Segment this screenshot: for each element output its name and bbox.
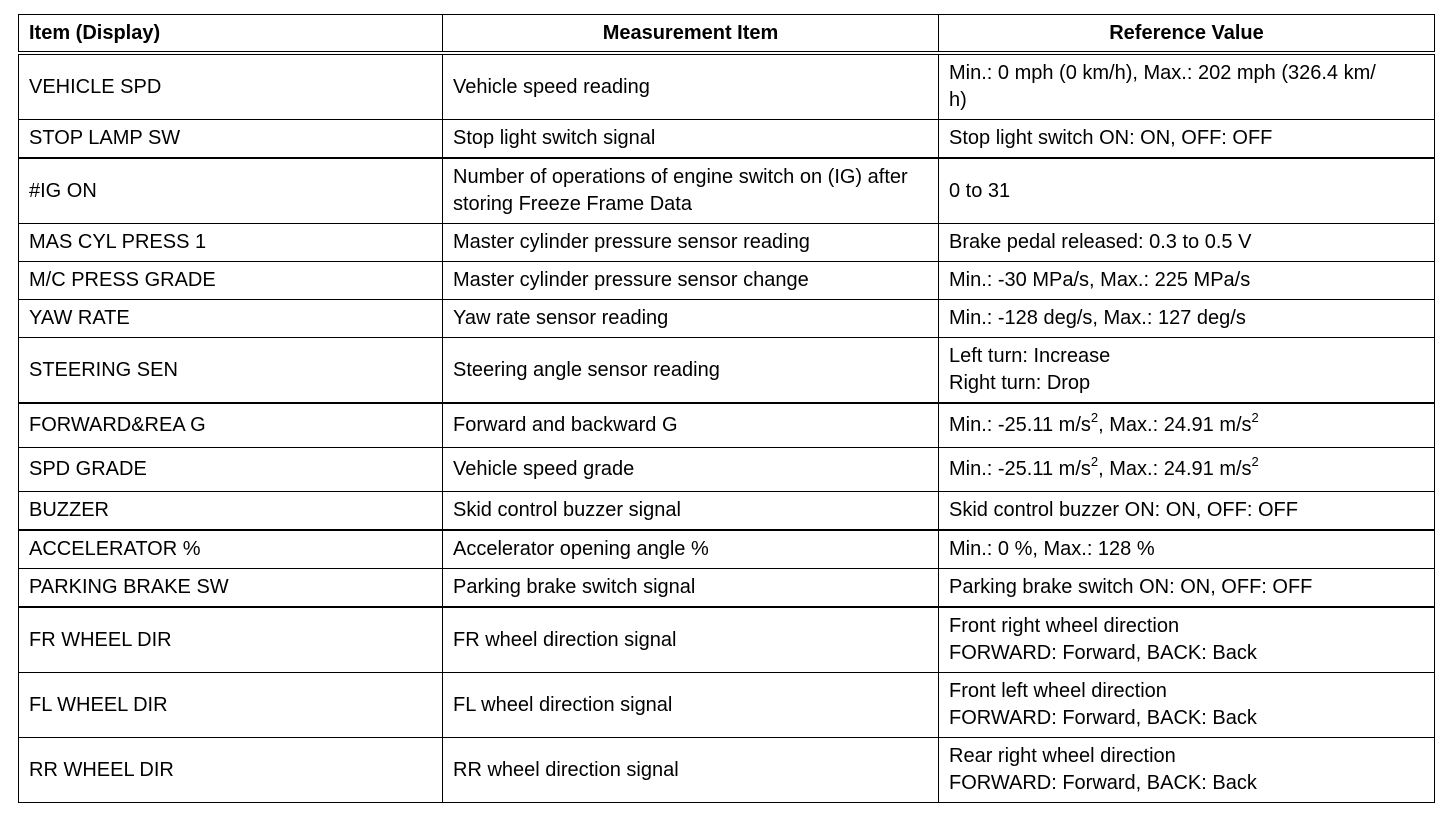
reference-cell	[939, 607, 1435, 673]
item-cell: STEERING SEN	[19, 338, 443, 404]
table-row	[19, 530, 1435, 569]
reference-cell	[939, 530, 1435, 569]
superscript: 2	[1090, 454, 1099, 469]
item-cell: SPD GRADE	[19, 448, 443, 492]
item-cell: FR WHEEL DIR	[19, 607, 443, 673]
column-header-item: Item (Display)	[19, 15, 443, 54]
measurement-cell: RR wheel direction signal	[443, 738, 939, 803]
table-row	[19, 224, 1435, 262]
reference-line: Skid control buzzer ON: ON, OFF: OFF	[949, 499, 1298, 521]
reference-line: Min.: 0 mph (0 km/h), Max.: 202 mph (326.4 km/	[949, 62, 1376, 84]
reference-cell	[939, 569, 1435, 608]
item-cell: M/C PRESS GRADE	[19, 262, 443, 300]
reference-text: , Max.: 24.91 m/s	[1098, 458, 1252, 480]
table-row	[19, 158, 1435, 224]
measurement-cell: FR wheel direction signal	[443, 607, 939, 673]
measurement-cell: Master cylinder pressure sensor reading	[443, 224, 939, 262]
table-row	[19, 673, 1435, 738]
measurement-cell: Forward and backward G	[443, 403, 939, 448]
reference-line: Left turn: Increase	[949, 345, 1111, 367]
column-header-reference: Reference Value	[939, 15, 1435, 54]
item-cell: ACCELERATOR %	[19, 530, 443, 569]
reference-line: Min.: -128 deg/s, Max.: 127 deg/s	[949, 307, 1246, 329]
item-cell: MAS CYL PRESS 1	[19, 224, 443, 262]
table-row	[19, 53, 1435, 120]
reference-line: h)	[949, 89, 967, 111]
reference-line: FORWARD: Forward, BACK: Back	[949, 642, 1257, 664]
table-row	[19, 569, 1435, 608]
reference-line: Parking brake switch ON: ON, OFF: OFF	[949, 576, 1313, 598]
reference-text: Min.: -25.11 m/s	[949, 458, 1091, 480]
reference-line: Front right wheel direction	[949, 615, 1180, 637]
measurement-cell: Number of operations of engine switch on (IG) after storing Freeze Frame Data	[443, 158, 939, 224]
reference-cell	[939, 53, 1435, 120]
measurement-cell: Vehicle speed grade	[443, 448, 939, 492]
column-header-measurement: Measurement Item	[443, 15, 939, 54]
item-cell: BUZZER	[19, 492, 443, 531]
item-cell: STOP LAMP SW	[19, 120, 443, 159]
reference-cell	[939, 224, 1435, 262]
reference-text: , Max.: 24.91 m/s	[1098, 414, 1252, 436]
table-row	[19, 738, 1435, 803]
reference-line: Stop light switch ON: ON, OFF: OFF	[949, 127, 1273, 149]
item-cell: FL WHEEL DIR	[19, 673, 443, 738]
table-row	[19, 338, 1435, 404]
measurement-cell: Vehicle speed reading	[443, 53, 939, 120]
reference-cell	[939, 338, 1435, 404]
reference-cell	[939, 262, 1435, 300]
reference-line: Right turn: Drop	[949, 372, 1091, 394]
reference-cell	[939, 448, 1435, 492]
reference-line: Rear right wheel direction	[949, 745, 1176, 767]
table-row	[19, 448, 1435, 492]
measurement-cell: Parking brake switch signal	[443, 569, 939, 608]
table-row	[19, 492, 1435, 531]
reference-line: FORWARD: Forward, BACK: Back	[949, 772, 1257, 794]
item-cell: VEHICLE SPD	[19, 53, 443, 120]
item-cell: PARKING BRAKE SW	[19, 569, 443, 608]
item-cell: YAW RATE	[19, 300, 443, 338]
table-row	[19, 300, 1435, 338]
reference-line: Min.: -30 MPa/s, Max.: 225 MPa/s	[949, 269, 1251, 291]
superscript: 2	[1251, 454, 1259, 469]
table-row	[19, 262, 1435, 300]
table-row	[19, 607, 1435, 673]
reference-cell	[939, 738, 1435, 803]
table-row	[19, 403, 1435, 448]
reference-cell	[939, 158, 1435, 224]
measurement-cell: FL wheel direction signal	[443, 673, 939, 738]
reference-line: FORWARD: Forward, BACK: Back	[949, 707, 1257, 729]
measurement-cell: Steering angle sensor reading	[443, 338, 939, 404]
measurement-cell: Accelerator opening angle %	[443, 530, 939, 569]
measurement-cell: Yaw rate sensor reading	[443, 300, 939, 338]
data-list-table	[18, 14, 1435, 803]
table-row	[19, 120, 1435, 159]
item-cell: #IG ON	[19, 158, 443, 224]
reference-cell	[939, 120, 1435, 159]
table-header-row	[19, 15, 1435, 54]
item-cell: FORWARD&REA G	[19, 403, 443, 448]
reference-line: 0 to 31	[949, 179, 1011, 202]
measurement-cell: Master cylinder pressure sensor change	[443, 262, 939, 300]
reference-line: Brake pedal released: 0.3 to 0.5 V	[949, 231, 1252, 253]
reference-cell	[939, 300, 1435, 338]
reference-cell	[939, 673, 1435, 738]
reference-text: Min.: -25.11 m/s	[949, 414, 1091, 436]
reference-line: Min.: 0 %, Max.: 128 %	[949, 538, 1155, 560]
reference-cell	[939, 403, 1435, 448]
item-cell: RR WHEEL DIR	[19, 738, 443, 803]
superscript: 2	[1251, 410, 1259, 425]
measurement-cell: Skid control buzzer signal	[443, 492, 939, 531]
reference-line: Front left wheel direction	[949, 680, 1167, 702]
measurement-cell: Stop light switch signal	[443, 120, 939, 159]
superscript: 2	[1090, 410, 1099, 425]
reference-cell	[939, 492, 1435, 531]
